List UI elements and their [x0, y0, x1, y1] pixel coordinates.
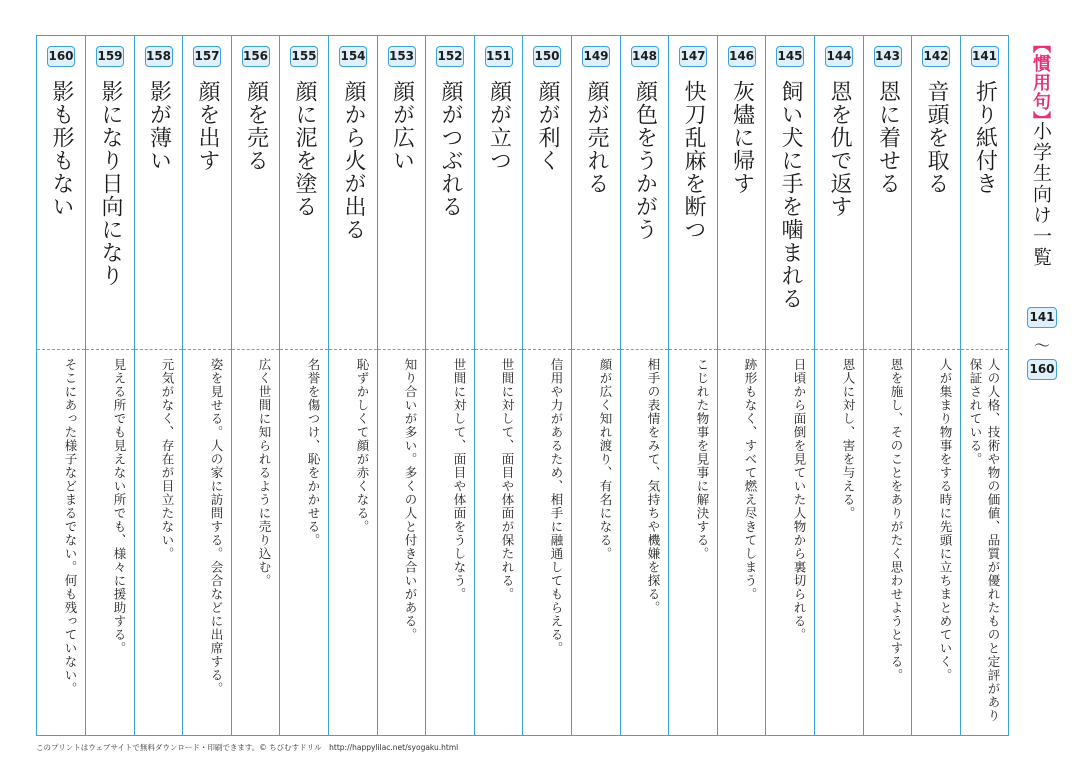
footer-credit: このプリントはウェブサイトで無料ダウンロード・印刷できます。© ちびむすドリル http://happylilac.net/syogaku.html	[36, 743, 459, 752]
idiom-column-146	[717, 36, 765, 735]
dashed-divider	[864, 349, 911, 350]
idiom-column-142	[911, 36, 960, 735]
idiom-number: 156	[242, 46, 270, 67]
idiom-number: 158	[145, 46, 173, 67]
idiom-phrase: 顔が広い	[389, 80, 415, 172]
idiom-number: 160	[47, 46, 75, 67]
idiom-sheet	[36, 35, 1009, 736]
dashed-divider	[378, 349, 425, 350]
idiom-phrase: 顔を売る	[243, 80, 269, 172]
idiom-phrase: 飼い犬に手を噛まれる	[778, 80, 803, 310]
page-title: 小学生向け一覧	[1030, 121, 1052, 268]
dashed-divider	[37, 349, 85, 350]
range-end-badge: 160	[1027, 359, 1057, 380]
idiom-number: 146	[728, 46, 756, 67]
idiom-meaning: 相手の表情をみて、気持ちや機嫌を探る。	[646, 358, 661, 615]
idiom-number: 143	[874, 46, 902, 67]
range-separator: 〜	[1033, 336, 1050, 355]
idiom-meaning: 恩人に対し、害を与える。	[841, 358, 856, 520]
idiom-column-149	[571, 36, 620, 735]
idiom-meaning: 姿を見せる。人の家に訪問する。会合などに出席する。	[209, 358, 224, 696]
idiom-column-148	[620, 36, 668, 735]
dashed-divider	[86, 349, 134, 350]
idiom-phrase: 顔が利く	[535, 80, 560, 172]
idiom-meaning: 見える所でも見えない所でも、様々に援助する。	[112, 358, 127, 655]
idiom-column-155	[279, 36, 328, 735]
idiom-meaning: そこにあった様子などまるでない。何も残っていない。	[63, 358, 78, 696]
dashed-divider	[280, 349, 328, 350]
idiom-meaning: 人の人格、技術や物の価値、品質が優れたものと定評があり保証されている。	[968, 358, 1001, 723]
dashed-divider	[961, 349, 1008, 350]
idiom-meaning: 世間に対して、面目や体面が保たれる。	[500, 358, 515, 601]
idiom-column-153	[377, 36, 425, 735]
idiom-column-156	[231, 36, 279, 735]
idiom-column-157	[182, 36, 231, 735]
idiom-column-151	[474, 36, 522, 735]
dashed-divider	[329, 349, 377, 350]
dashed-divider	[232, 349, 279, 350]
idiom-column-154	[328, 36, 377, 735]
idiom-number: 149	[582, 46, 610, 67]
idiom-column-144	[814, 36, 863, 735]
side-header	[1014, 35, 1072, 735]
idiom-phrase: 顔から火が出る	[341, 80, 366, 241]
dashed-divider	[669, 349, 717, 350]
idiom-meaning: 信用や力があるため、相手に融通してもらえる。	[549, 358, 564, 655]
dashed-divider	[135, 349, 182, 350]
idiom-phrase: 顔を出す	[195, 80, 220, 172]
idiom-column-141	[960, 36, 1008, 735]
dashed-divider	[572, 349, 620, 350]
dashed-divider	[183, 349, 231, 350]
idiom-number: 153	[388, 46, 416, 67]
idiom-column-159	[85, 36, 134, 735]
idiom-number: 142	[922, 46, 950, 67]
idiom-column-160	[37, 36, 85, 735]
idiom-column-150	[522, 36, 571, 735]
idiom-column-147	[668, 36, 717, 735]
idiom-meaning: 知り合いが多い。多くの人と付き合いがある。	[403, 358, 418, 642]
idiom-column-145	[765, 36, 814, 735]
idiom-phrase: 影も形もない	[49, 80, 74, 218]
idiom-number: 152	[436, 46, 464, 67]
dashed-divider	[426, 349, 474, 350]
idiom-meaning: 元気がなく、存在が目立たない。	[160, 358, 175, 561]
dashed-divider	[815, 349, 863, 350]
idiom-meaning: 跡形もなく、すべて燃え尽きてしまう。	[743, 358, 758, 601]
idiom-meaning: 日頃から面倒を見ていた人物から裏切られる。	[792, 358, 807, 642]
idiom-number: 147	[679, 46, 707, 67]
dashed-divider	[718, 349, 765, 350]
idiom-meaning: 世間に対して、面目や体面をうしなう。	[452, 358, 467, 601]
idiom-meaning: こじれた物事を見事に解決する。	[695, 358, 710, 561]
dashed-divider	[621, 349, 668, 350]
idiom-number: 157	[193, 46, 221, 67]
idiom-number: 145	[776, 46, 804, 67]
idiom-meaning: 広く世間に知られるように売り込む。	[257, 358, 272, 588]
idiom-meaning: 人が集まり物事をする時に先頭に立ちまとめていく。	[938, 358, 953, 682]
idiom-meaning: 恥ずかしくて顔が赤くなる。	[355, 358, 370, 534]
idiom-number: 148	[631, 46, 659, 67]
idiom-meaning: 名誉を傷つけ、恥をかかせる。	[306, 358, 321, 547]
idiom-phrase: 顔色をうかがう	[632, 80, 658, 241]
dashed-divider	[475, 349, 522, 350]
idiom-phrase: 灰燼に帰す	[729, 80, 755, 195]
idiom-phrase: 影が薄い	[146, 80, 172, 172]
range-start-badge: 141	[1027, 307, 1057, 328]
idiom-meaning: 恩を施し、そのことをありがたく思わせようとする。	[889, 358, 904, 682]
idiom-number: 151	[485, 46, 513, 67]
idiom-column-152	[425, 36, 474, 735]
idiom-number: 141	[971, 46, 999, 67]
idiom-phrase: 顔が売れる	[584, 80, 609, 195]
idiom-number: 154	[339, 46, 367, 67]
idiom-meaning: 顔が広く知れ渡り、有名になる。	[598, 358, 613, 561]
idiom-phrase: 顔に泥を塗る	[292, 80, 317, 218]
idiom-number: 159	[96, 46, 124, 67]
idiom-phrase: 快刀乱麻を断つ	[681, 80, 706, 241]
idiom-phrase: 顔がつぶれる	[438, 80, 463, 218]
idiom-phrase: 影になり日向になり	[98, 80, 123, 287]
dashed-divider	[523, 349, 571, 350]
idiom-number: 155	[290, 46, 318, 67]
idiom-phrase: 折り紙付き	[972, 80, 998, 195]
idiom-phrase: 恩に着せる	[875, 80, 901, 195]
dashed-divider	[766, 349, 814, 350]
idiom-column-158	[134, 36, 182, 735]
idiom-column-143	[863, 36, 911, 735]
idiom-phrase: 恩を仇で返す	[827, 80, 852, 218]
category-tag: 【慣用句】	[1030, 35, 1051, 130]
idiom-number: 150	[533, 46, 561, 67]
idiom-phrase: 音頭を取る	[924, 80, 949, 195]
idiom-phrase: 顔が立つ	[486, 80, 512, 172]
idiom-number: 144	[825, 46, 853, 67]
dashed-divider	[912, 349, 960, 350]
